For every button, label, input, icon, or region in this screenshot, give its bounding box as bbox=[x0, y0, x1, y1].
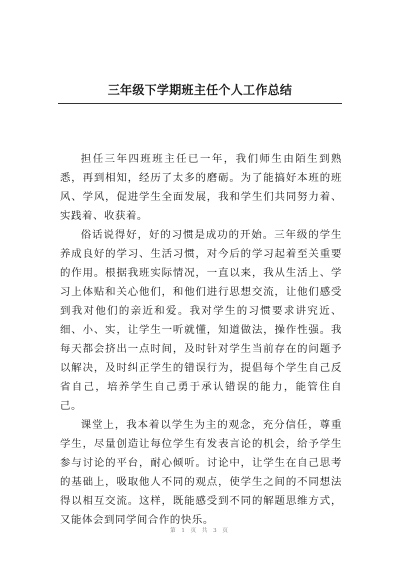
paragraph-3: 课堂上，我本着以学生为主的观念，充分信任，尊重学生，尽量创造让每位学生有发表言论的机会，给予学生参与讨论的平台，耐心倾听。讨论中，让学生在自己思考的基础上，吸取他人不同的观点，使学生之间的不同想法得以相互交流。这样，既能感受到不同的解题思维方式，又能体会到同学间合作的快乐。 bbox=[60, 419, 342, 526]
document-body bbox=[60, 150, 342, 530]
page-footer: 第 1 页 共 3 页 bbox=[170, 528, 230, 534]
paragraph-2: 俗话说得好，好的习惯是成功的开始。三年级的学生养成良好的学习、生活习惯，对今后的学习起着至关重要的作用。根据我班实际情况，一直以来，我从生活上、学习上体贴和关心他们，和他们进行思想交流，让他们感受到我对他们的亲近和爱。我对学生的习惯要求讲究近、细、小、实，让学生一听就懂，知道做法，操作性强。我每天都会挤出一点时间，及时针对学生当前存在的问题予以解决，及时纠正学生的错误行为，提倡每个学生自己反省自己，培养学生自己勇于承认错误的能力，能管住自己。 bbox=[60, 229, 342, 412]
title-divider bbox=[58, 103, 342, 104]
paragraph-1: 担任三年四班班主任已一年，我们师生由陌生到熟悉，再到相知，经历了太多的磨砺。为了能搞好本班的班风、学风，促进学生全面发展，我和学生们共同努力着、实践着、收获着。 bbox=[60, 153, 342, 222]
document-title: 三年级下学期班主任个人工作总结 bbox=[107, 83, 293, 97]
